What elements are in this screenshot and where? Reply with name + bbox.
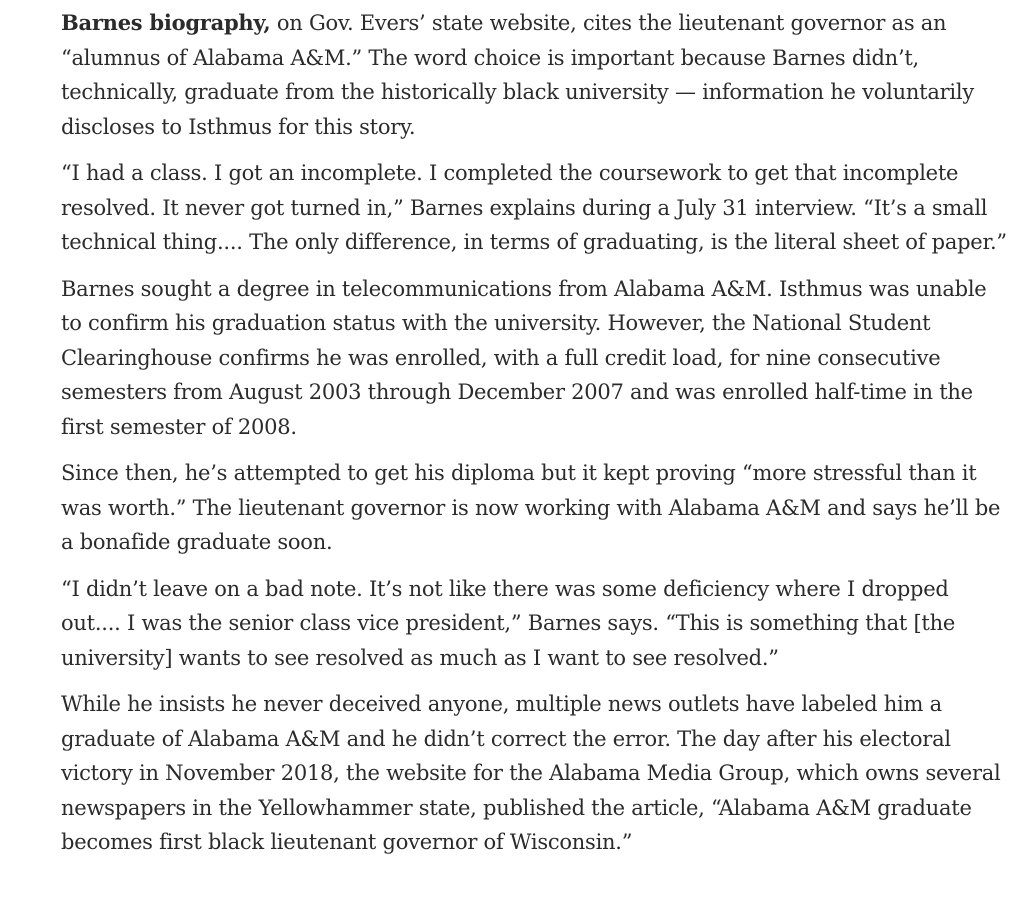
paragraph-5: “I didn’t leave on a bad note. It’s not like there was some deficiency where I dropped out.... I was the senior class vice president,” Barnes says. “This is something that [the university] wants to see resolved as much as I want to see resolved.” [61,576,956,670]
paragraph-1 [61,6,1011,144]
paragraph-text: on Gov. Evers’ state website, cites the lieutenant governor as an “alumnus of Alabama A&M.” The word choice is important because Barnes didn’t, technically, graduate from the historically black university — information he voluntarily discloses to Isthmus for this story. [61,11,974,139]
paragraph-3: Barnes sought a degree in telecommunications from Alabama A&M. Isthmus was unable to confirm his graduation status with the university. However, the National Student Clearinghouse confirms he was enrolled, with a full credit load, for nine consecutive semesters from August 2003 through December 2007 and was enrolled half-time in the first semester of 2008. [61,276,987,439]
paragraph-6: While he insists he never deceived anyone, multiple news outlets have labeled him a graduate of Alabama A&M and he didn’t correct the error. The day after his electoral victory in November 2018, the website for the Alabama Media Group, which owns several newspapers in the Yellowhammer state, published the article, “Alabama A&M graduate becomes first black lieutenant governor of Wisconsin.” [61,692,1001,854]
paragraph-2: “I had a class. I got an incomplete. I completed the coursework to get that incomplete resolved. It never got turned in,” Barnes explains during a July 31 interview. “It’s a small technical thing.... The only difference, in terms of graduating, is the literal sheet of paper.” [61,161,1007,254]
article-body [61,6,1011,872]
paragraph-4: Since then, he’s attempted to get his diploma but it kept proving “more stressful than it was worth.” The lieutenant governor is now working with Alabama A&M and says he’ll be a bonafide graduate soon. [61,461,1001,554]
paragraph-lead: Barnes biography, [61,10,271,35]
